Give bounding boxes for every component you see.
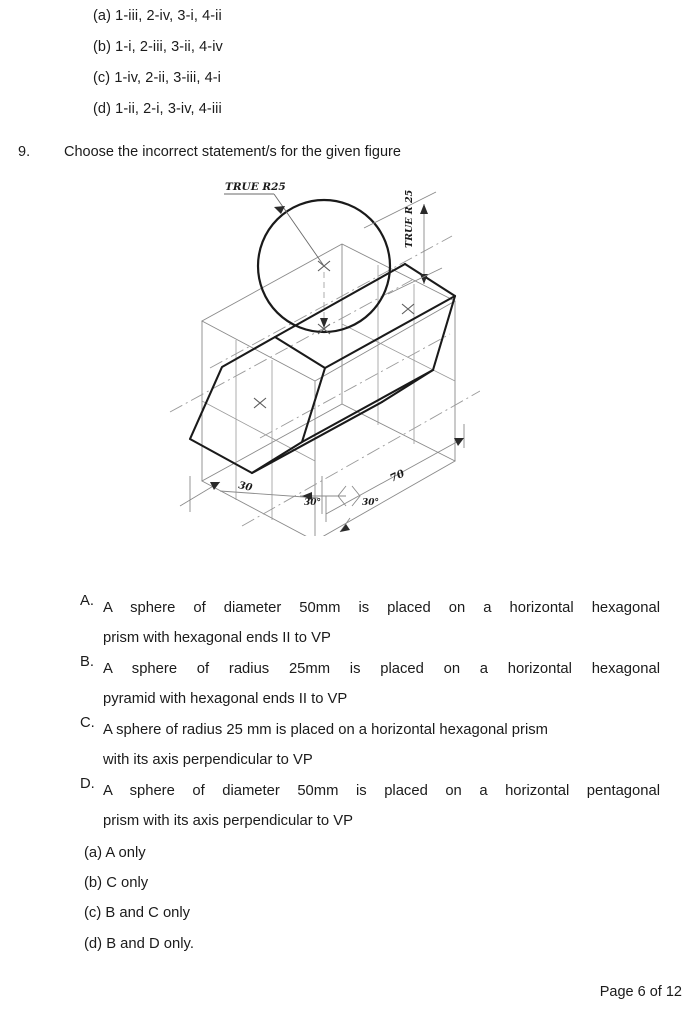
hexagonal-prism <box>190 264 455 473</box>
statement-c-body <box>103 715 660 775</box>
answer-option-b[interactable]: (b) C only <box>84 875 149 891</box>
height-dimension <box>364 189 442 294</box>
statement-b-line1: A sphere of radius 25mm is placed on a horizontal hexagonal <box>103 661 660 677</box>
statement-d-label: D. <box>80 776 95 792</box>
isometric-figure <box>150 176 480 536</box>
statement-a-label: A. <box>80 593 94 609</box>
angle-left-30 <box>300 476 346 514</box>
answer-option-c[interactable]: (c) B and C only <box>84 905 191 921</box>
statement-a <box>80 593 660 653</box>
face-center-marks <box>254 304 414 408</box>
page-footer: Page 6 of 12 <box>599 984 682 1000</box>
radius-label: TRUE R25 <box>225 181 286 193</box>
statement-a-line1: A sphere of diameter 50mm is placed on a horizontal hexagonal <box>103 600 660 616</box>
statement-b <box>80 654 660 714</box>
statement-d-line1: A sphere of diameter 50mm is placed on a horizontal pentagonal <box>103 783 660 799</box>
statement-c-line2: with its axis perpendicular to VP <box>103 752 313 768</box>
statement-c-label: C. <box>80 715 95 731</box>
length-dimension-70 <box>326 424 464 532</box>
side-dimension-30 <box>180 476 318 512</box>
prev-option-d: (d) 1-ii, 2-i, 3-iv, 4-iii <box>93 101 222 117</box>
angle-right-label: 30° <box>362 498 380 508</box>
statement-a-body <box>103 593 660 653</box>
question-number: 9. <box>18 144 31 160</box>
angle-left-label: 30° <box>304 498 322 508</box>
question-text: Choose the incorrect statement/s for the given figure <box>64 144 401 160</box>
statement-c <box>80 715 660 775</box>
statement-a-line2: prism with hexagonal ends II to VP <box>103 630 331 646</box>
prev-option-c: (c) 1-iv, 2-ii, 3-iii, 4-i <box>93 70 222 86</box>
answer-option-d[interactable]: (d) B and D only. <box>84 936 194 952</box>
statement-b-label: B. <box>80 654 94 670</box>
answer-option-a[interactable]: (a) A only <box>84 845 146 861</box>
sphere <box>258 200 390 334</box>
statement-b-line2: pyramid with hexagonal ends II to VP <box>103 691 348 707</box>
prev-option-a: (a) 1-iii, 2-iv, 3-i, 4-ii <box>93 8 222 24</box>
statement-d <box>80 776 660 836</box>
height-dimension-label: TRUE R 25 <box>404 189 415 248</box>
side-30-label: 30 <box>237 480 254 494</box>
length-70-label: 70 <box>388 467 407 485</box>
prev-option-b: (b) 1-i, 2-iii, 3-ii, 4-iv <box>93 39 223 55</box>
statement-c-line1: A sphere of radius 25 mm is placed on a horizontal hexagonal prism <box>103 722 548 738</box>
statement-b-body <box>103 654 660 714</box>
statement-d-line2: prism with its axis perpendicular to VP <box>103 813 354 829</box>
statement-d-body <box>103 776 660 836</box>
isometric-drawing-svg <box>150 176 480 536</box>
